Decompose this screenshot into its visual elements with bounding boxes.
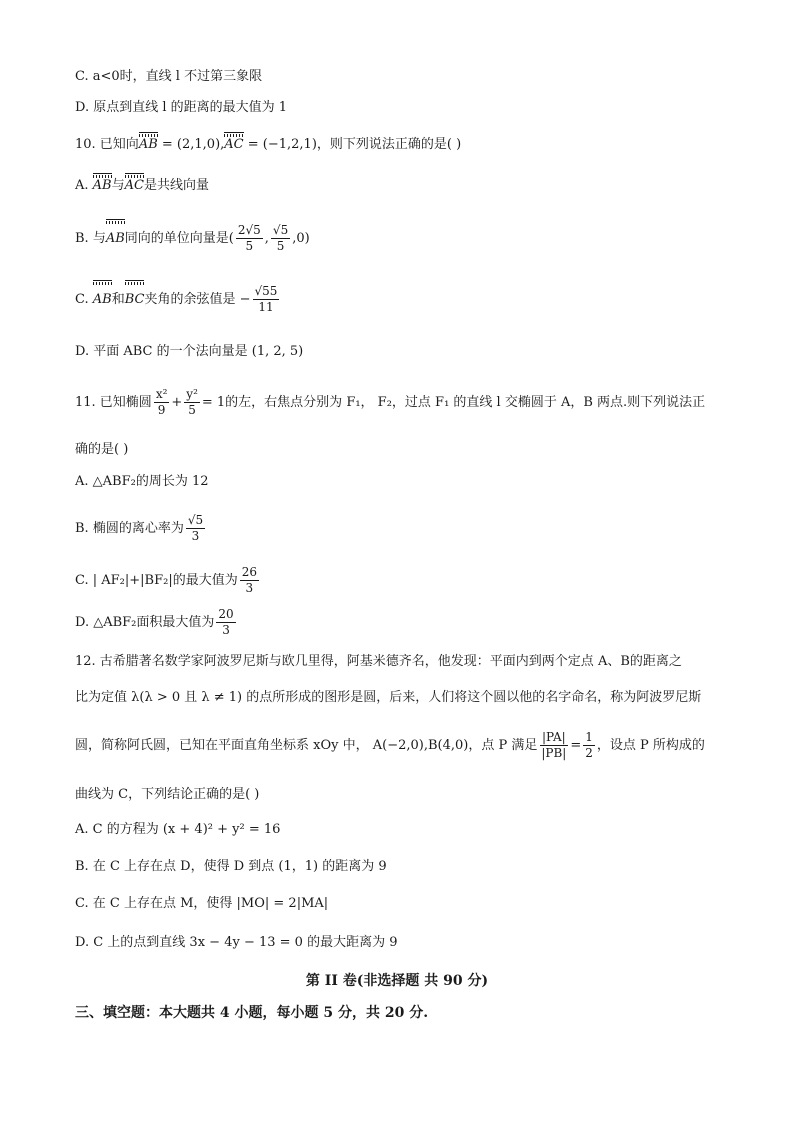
fraction: $\frac{1}{2}$ — [585, 730, 593, 760]
vector-bc: BC — [125, 283, 145, 317]
fraction: $\frac{|PA|}{|PB|}$ — [541, 730, 567, 760]
fraction: $\frac{\text{y²}}{5}$ — [186, 387, 198, 417]
q10-stem: 10. 已知向AB = (2,1,0),AC = (−1,2,1)，则下列说法正确的是( ) — [75, 135, 461, 155]
q12-option-c: C. 在 C 上存在点 M，使得 |MO| = 2|MA| — [75, 896, 329, 911]
vector-ab: AB — [93, 176, 112, 196]
vector-ab: AB — [139, 135, 158, 155]
vector-ac: AC — [125, 176, 144, 196]
q11-stem: 11. 已知椭圆 $\frac{\text{x²}}{9}$ + $\frac{\text{y²}}{5}$ = 1的左，右焦点分别为 F₁， F₂，过点 F₁ 的直线 l 交椭圆于 A，B 两点.则下列说法正 — [75, 387, 706, 417]
q11-option-c: C. | AF₂|+|BF₂|的最大值为 $\frac{26}{3}$ — [75, 565, 257, 595]
q10-option-b: B. 与AB同向的单位向量是( $\frac{2√5}{5}$ , $\frac{√5}{5}$ ,0) — [75, 222, 310, 256]
fraction: $\frac{√5}{5}$ — [272, 223, 289, 253]
q10-option-d: D. 平面 ABC 的一个法向量是 (1, 2, 5) — [75, 344, 304, 359]
fraction: $\frac{20}{3}$ — [218, 607, 234, 637]
vector-ab: AB — [106, 222, 125, 256]
q11-stem-cont: 确的是( ) — [75, 442, 129, 457]
fraction: $\frac{√5}{3}$ — [187, 513, 204, 543]
q9-option-d: D. 原点到直线 l 的距离的最大值为 1 — [75, 100, 288, 115]
fraction: $\frac{√55}{11}$ — [254, 284, 278, 314]
q12-option-a: A. C 的方程为 (x + 4)² + y² = 16 — [75, 822, 281, 837]
q10-option-c: C. AB和BC夹角的余弦值是 − $\frac{√55}{11}$ — [75, 283, 281, 317]
part-two-heading: 第 II 卷(非选择题 共 90 分) — [305, 973, 489, 989]
q12-stem-line3: 圆，简称阿氏圆，已知在平面直角坐标系 xOy 中， A(−2,0),B(4,0)，点 P 满足 $\frac{|PA|}{|PB|}$ = $\frac{1}{2}$ ，设点 P 所构成的 — [75, 730, 705, 760]
fraction: $\frac{26}{3}$ — [241, 565, 257, 595]
q12-stem-line4: 曲线为 C，下列结论正确的是( ) — [75, 787, 260, 802]
q12-option-d: D. C 上的点到直线 3x − 4y − 13 = 0 的最大距离为 9 — [75, 935, 398, 950]
q12-stem-line1: 12. 古希腊著名数学家阿波罗尼斯与欧几里得，阿基米德齐名，他发现：平面内到两个定点 A、B的距离之 — [75, 654, 682, 669]
q11-option-b: B. 椭圆的离心率为 $\frac{√5}{3}$ — [75, 513, 204, 543]
q11-option-d: D. △ABF₂面积最大值为 $\frac{20}{3}$ — [75, 607, 234, 637]
fraction: $\frac{\text{x²}}{9}$ — [155, 387, 168, 417]
q12-option-b: B. 在 C 上存在点 D，使得 D 到点 (1，1) 的距离为 9 — [75, 859, 387, 874]
fraction: $\frac{2√5}{5}$ — [237, 223, 261, 253]
section-three-heading: 三、填空题：本大题共 4 小题，每小题 5 分，共 20 分. — [75, 1005, 429, 1021]
vector-ac: AC — [224, 135, 243, 155]
q12-stem-line2: 比为定值 λ(λ > 0 且 λ ≠ 1) 的点所形成的图形是圆，后来，人们将这个圆以他的名字命名，称为阿波罗尼斯 — [75, 690, 702, 705]
vector-ab: AB — [93, 283, 112, 317]
q11-option-a: A. △ABF₂的周长为 12 — [75, 474, 209, 489]
q9-option-c: C. a<0时，直线 l 不过第三象限 — [75, 69, 263, 84]
q10-option-a: A. AB与AC是共线向量 — [75, 176, 209, 196]
